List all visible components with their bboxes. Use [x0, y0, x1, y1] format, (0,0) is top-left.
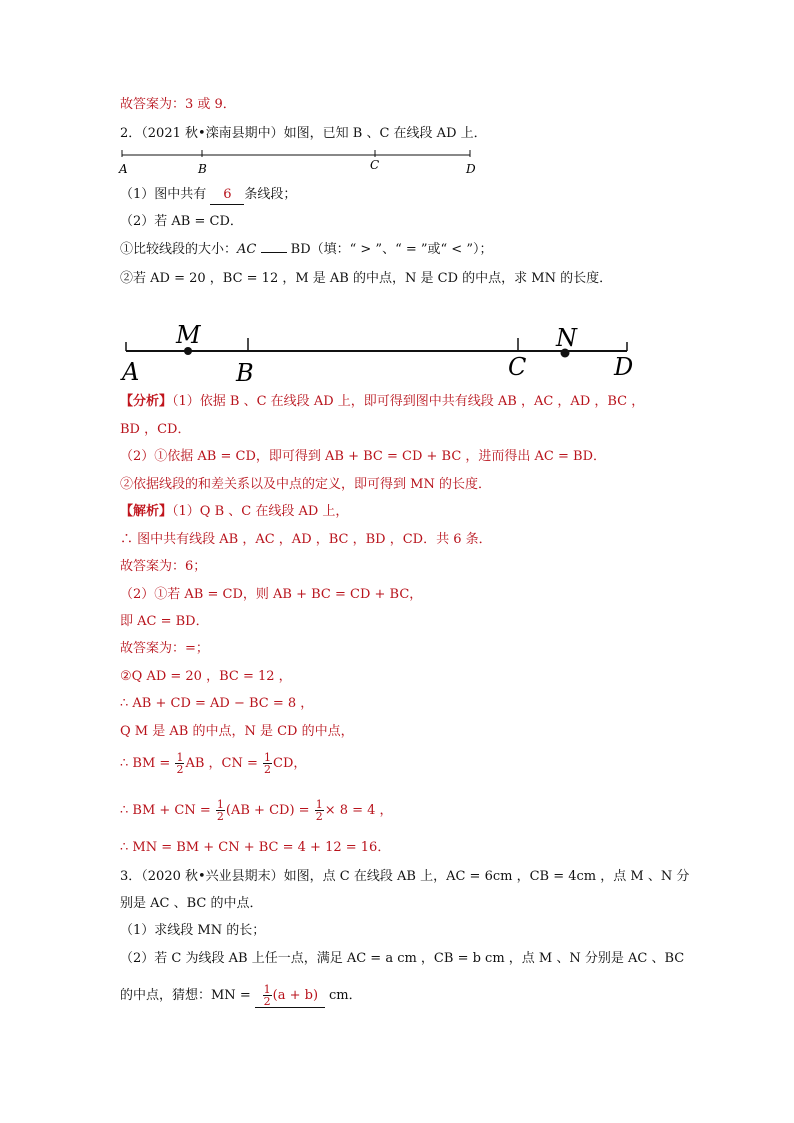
q21-blank	[261, 252, 287, 253]
frac-num: 1	[176, 751, 184, 764]
guess-answer-blank	[255, 984, 325, 1008]
frac-den: 2	[216, 810, 224, 823]
sol11-a: ∴ BM + CN =	[120, 803, 215, 818]
analysis-line-4: ②依据线段的和差关系以及中点的定义，即可得到 MN 的长度．	[120, 477, 491, 492]
solution-text-1: （1）Q B 、C 在线段 AD 上，	[172, 504, 349, 519]
fraction-half	[216, 799, 225, 822]
analysis-line-2: BD ，CD．	[120, 422, 191, 437]
small-label-c: C	[370, 158, 380, 172]
analysis-tag: 【分析】	[120, 394, 173, 409]
sol10-b: AB ，CN =	[185, 756, 262, 771]
large-label-n: N	[556, 324, 577, 352]
solution-line-9: Q M 是 AB 的中点，N 是 CD 的中点，	[120, 724, 354, 739]
frac-den: 2	[263, 995, 271, 1008]
problem-3-question-2: （2）若 C 为线段 AB 上任一点，满足 AC = a cm ，CB = b cm ，点 M 、N 分别是 AC 、BC	[120, 951, 685, 966]
frac-den: 2	[315, 810, 323, 823]
sol11-c: × 8 = 4 ，	[324, 803, 393, 818]
problem-3-line-1: 3．（2020 秋•兴业县期末）如图，点 C 在线段 AB 上，AC = 6cm ，CB = 4cm ，点 M 、N 分	[120, 869, 690, 884]
q21-ac: AC	[237, 242, 257, 257]
q21-prefix: ①比较线段的大小：	[120, 242, 238, 257]
answer-line-1: 故答案为：3 或 9．	[120, 97, 236, 112]
guess-answer: (a + b)	[272, 988, 319, 1003]
solution-line-2: ∴ 图中共有线段 AB ，AC ，AD ，BC ，BD ，CD．共 6 条．	[120, 532, 492, 547]
analysis-line-3: （2）①依据 AB = CD，即可得到 AB + BC = CD + BC ，进而得出 AC = BD．	[120, 449, 607, 464]
solution-line-6: 故答案为：=；	[120, 641, 209, 656]
large-segment-figure	[118, 318, 648, 386]
large-label-c: C	[508, 353, 527, 381]
frac-den: 2	[176, 763, 184, 776]
small-label-b: B	[198, 162, 207, 176]
fraction-half	[315, 799, 324, 822]
question-2: （2）若 AB = CD．	[120, 214, 243, 229]
solution-line-8: ∴ AB + CD = AD − BC = 8 ，	[120, 696, 314, 711]
small-segment-figure	[118, 148, 488, 178]
problem-2-heading: 2．（2021 秋•滦南县期中）如图，已知 B 、C 在线段 AD 上．	[120, 126, 487, 141]
small-label-d: D	[466, 162, 476, 176]
fraction-half	[263, 984, 272, 1007]
guess-suffix: cm．	[328, 988, 362, 1003]
sol11-b: (AB + CD) =	[225, 803, 314, 818]
analysis-text-1: （1）依据 B 、C 在线段 AD 上，即可得到图中共有线段 AB ，AC ，AD ，BC ，	[172, 394, 645, 409]
sol10-c: CD，	[273, 756, 307, 771]
frac-num: 1	[264, 751, 271, 764]
large-label-m: M	[176, 321, 201, 349]
q1-prefix: （1）图中共有	[120, 187, 211, 202]
q1-suffix: 条线段；	[244, 187, 297, 202]
small-label-a: A	[119, 162, 128, 176]
solution-line-3: 故答案为：6；	[120, 559, 207, 574]
solution-line-1	[120, 503, 348, 521]
solution-line-7: ②Q AD = 20 ，BC = 12 ，	[120, 669, 292, 684]
q1-answer-blank: 6	[210, 186, 244, 205]
solution-line-10	[120, 752, 306, 775]
solution-tag: 【解析】	[120, 504, 173, 519]
large-label-d: D	[614, 353, 634, 381]
frac-num: 1	[216, 798, 224, 811]
q21-suffix: BD（填：“ > ”、“ = ”或“ < ”）；	[290, 242, 493, 257]
sol10-a: ∴ BM =	[120, 756, 175, 771]
solution-line-4: （2）①若 AB = CD，则 AB + BC = CD + BC，	[120, 587, 423, 602]
fraction-half	[263, 752, 272, 775]
problem-3-guess	[120, 984, 362, 1008]
solution-line-11	[120, 799, 393, 822]
frac-num: 1	[315, 798, 323, 811]
fraction-half	[175, 752, 184, 775]
problem-3-question-1: （1）求线段 MN 的长；	[120, 923, 266, 938]
question-1	[120, 186, 296, 205]
problem-3-line-2: 别是 AC 、BC 的中点．	[120, 896, 263, 911]
solution-line-5: 即 AC = BD．	[120, 614, 209, 629]
question-2-2: ②若 AD = 20 ，BC = 12 ，M 是 AB 的中点，N 是 CD 的中点，求 MN 的长度．	[120, 271, 613, 286]
large-label-a: A	[122, 358, 140, 386]
solution-line-12: ∴ MN = BM + CN + BC = 4 + 12 = 16．	[120, 840, 391, 855]
large-label-b: B	[236, 359, 254, 386]
frac-den: 2	[264, 763, 271, 776]
question-2-1	[120, 241, 492, 259]
analysis-line-1	[120, 393, 644, 411]
guess-prefix: 的中点，猜想：MN =	[120, 988, 255, 1003]
frac-num: 1	[263, 983, 271, 996]
